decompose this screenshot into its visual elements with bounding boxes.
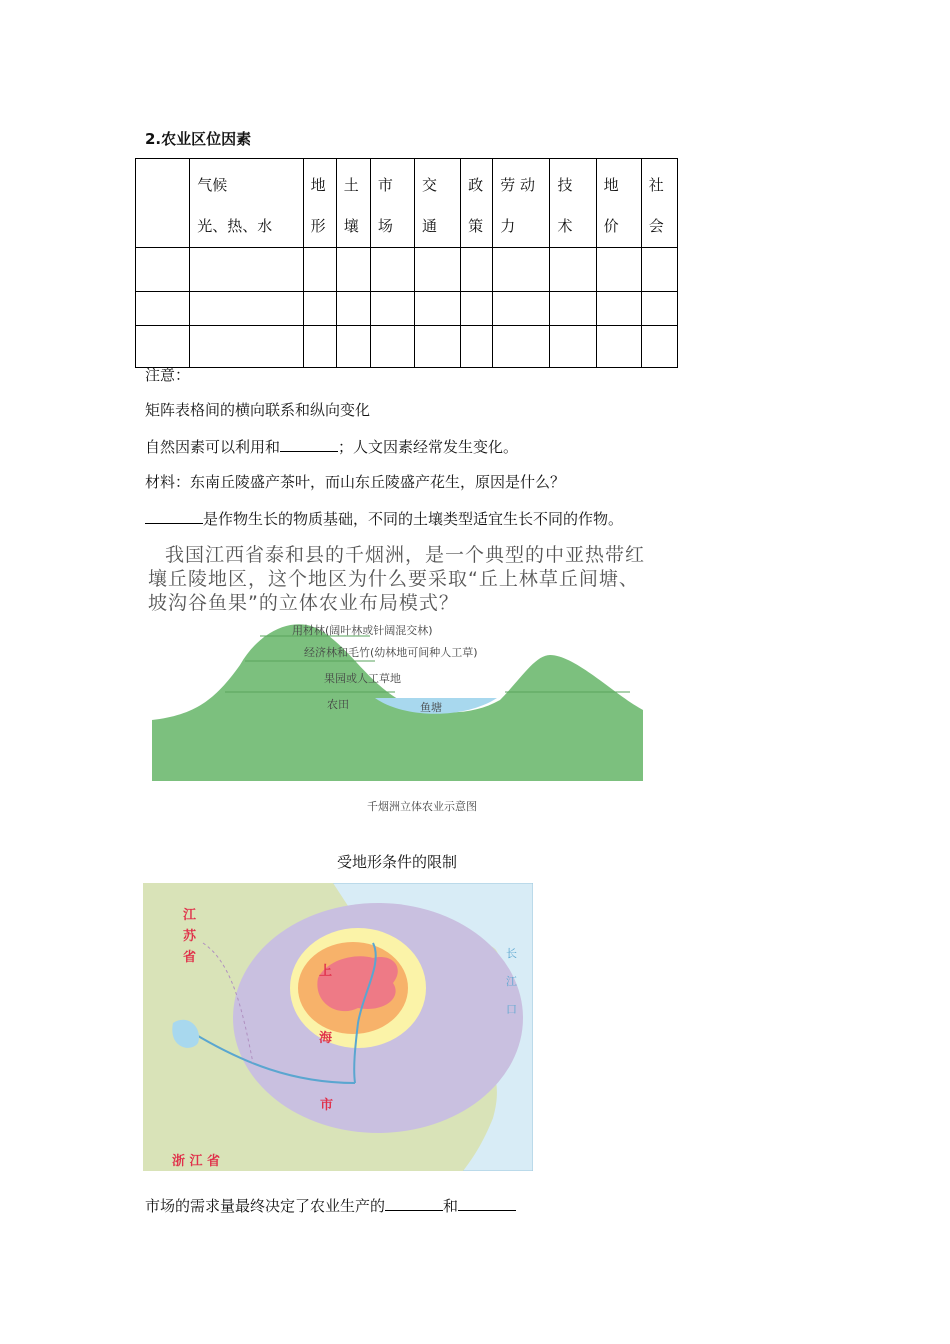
label-shanghai-1: 上 <box>319 964 333 979</box>
notes-line-material: 材料：东南丘陵盛产茶叶，而山东丘陵盛产花生，原因是什么？ <box>145 473 566 491</box>
label-changjiang: 长 江 口 <box>506 947 517 1016</box>
header-cell-policy: 政 策 <box>461 159 493 248</box>
notes-line-factors: 自然因素可以利用和 ；人文因素经常发生变化。 <box>145 438 519 456</box>
header-cell-climate: 气候 光、热、水 <box>190 159 303 248</box>
answer-blank <box>145 523 203 524</box>
diagram-caption: 千烟洲立体农业示意图 <box>367 800 477 813</box>
section-title: 2.农业区位因素 <box>145 130 252 148</box>
notes-line-matrix: 矩阵表格间的横向联系和纵向变化 <box>145 401 371 419</box>
table-header-row <box>136 159 678 248</box>
notes-label: 注意： <box>145 366 191 384</box>
answer-blank <box>280 451 338 452</box>
label-shanghai-2: 海 <box>319 1031 333 1046</box>
table-row <box>136 248 678 292</box>
header-cell-terrain: 地 形 <box>303 159 336 248</box>
header-cell-technology: 技 术 <box>550 159 596 248</box>
map-heading: 受地形条件的限制 <box>337 853 458 871</box>
label-jiangsu: 江 苏 省 <box>183 908 197 965</box>
notes-line-soil: 是作物生长的物质基础，不同的土壤类型适宜生长不同的作物。 <box>145 508 623 529</box>
answer-blank <box>385 1210 443 1211</box>
header-cell-land-price: 地 价 <box>596 159 641 248</box>
table-row <box>136 292 678 326</box>
header-cell-market: 市 场 <box>370 159 414 248</box>
location-factors-table <box>135 158 678 368</box>
question-line: 我国江西省泰和县的千烟洲，是一个典型的中亚热带红 <box>165 544 646 566</box>
label-zhejiang: 浙 江 省 <box>172 1154 221 1169</box>
header-cell-blank <box>136 159 190 248</box>
label-timber-forest: 用材林(阔叶林或针阔混交林) <box>292 624 433 637</box>
header-cell-society: 社 会 <box>641 159 677 248</box>
table-row <box>136 326 678 368</box>
final-line: 市场的需求量最终决定了农业生产的 和 <box>145 1195 516 1216</box>
label-farmland: 农田 <box>327 698 349 711</box>
header-cell-labor: 劳 动 力 <box>493 159 550 248</box>
label-economic-forest: 经济林和毛竹(幼林地可间种人工草) <box>304 646 478 659</box>
terrace-agriculture-diagram <box>145 615 650 787</box>
answer-blank <box>458 1210 516 1211</box>
header-cell-transport: 交 通 <box>414 159 460 248</box>
label-shanghai-3: 市 <box>320 1098 334 1113</box>
label-fish-pond: 鱼塘 <box>420 701 442 714</box>
shanghai-map <box>143 883 533 1171</box>
label-orchard: 果园或人工草地 <box>324 672 401 685</box>
header-cell-soil: 土 壤 <box>336 159 370 248</box>
question-line: 壤丘陵地区，这个地区为什么要采取“丘上林草丘间塘、 <box>148 568 639 590</box>
question-line: 坡沟谷鱼果”的立体农业布局模式？ <box>148 592 459 614</box>
